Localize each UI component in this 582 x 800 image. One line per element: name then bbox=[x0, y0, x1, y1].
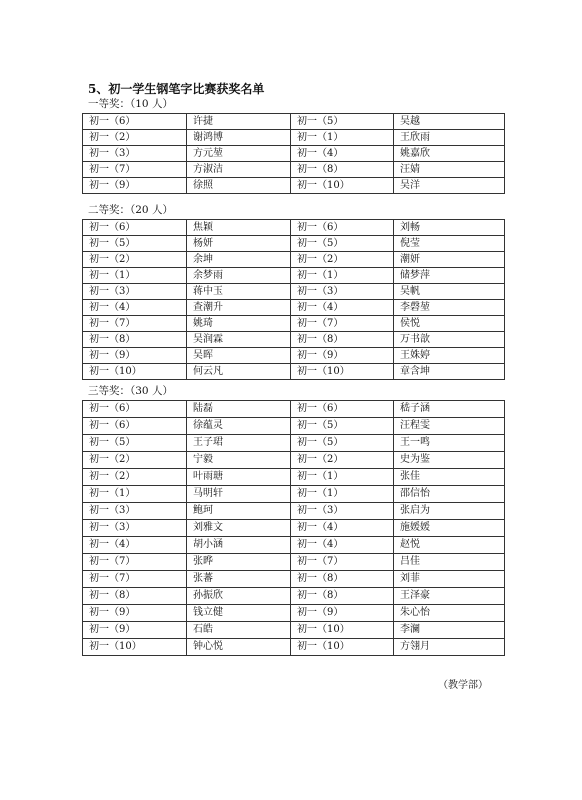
table-row bbox=[83, 571, 505, 588]
class-cell: 初一（2） bbox=[83, 130, 187, 146]
class-cell: 初一（2） bbox=[83, 252, 187, 268]
class-cell: 初一（6） bbox=[83, 418, 187, 435]
name-cell: 吴晖 bbox=[187, 348, 291, 364]
name-cell: 陆磊 bbox=[187, 401, 291, 418]
name-cell: 方翎月 bbox=[394, 639, 505, 656]
class-cell: 初一（10） bbox=[291, 622, 394, 639]
class-cell: 初一（6） bbox=[83, 114, 187, 130]
name-cell: 叶雨瑭 bbox=[187, 469, 291, 486]
class-cell: 初一（8） bbox=[291, 588, 394, 605]
table-row bbox=[83, 236, 505, 252]
first-prize-table bbox=[82, 113, 505, 194]
name-cell: 施媛媛 bbox=[394, 520, 505, 537]
name-cell: 吴越 bbox=[394, 114, 505, 130]
name-cell: 姚琦 bbox=[187, 316, 291, 332]
class-cell: 初一（7） bbox=[83, 162, 187, 178]
name-cell: 谢鸿博 bbox=[187, 130, 291, 146]
table-row bbox=[83, 300, 505, 316]
class-cell: 初一（3） bbox=[83, 146, 187, 162]
class-cell: 初一（2） bbox=[83, 452, 187, 469]
class-cell: 初一（8） bbox=[83, 332, 187, 348]
name-cell: 王姝婷 bbox=[394, 348, 505, 364]
name-cell: 刘菲 bbox=[394, 571, 505, 588]
class-cell: 初一（1） bbox=[83, 486, 187, 503]
class-cell: 初一（4） bbox=[291, 146, 394, 162]
class-cell: 初一（4） bbox=[291, 537, 394, 554]
class-cell: 初一（5） bbox=[83, 236, 187, 252]
class-cell: 初一（10） bbox=[291, 639, 394, 656]
class-cell: 初一（9） bbox=[83, 622, 187, 639]
class-cell: 初一（3） bbox=[291, 503, 394, 520]
name-cell: 侯悦 bbox=[394, 316, 505, 332]
class-cell: 初一（1） bbox=[291, 130, 394, 146]
name-cell: 汪婧 bbox=[394, 162, 505, 178]
name-cell: 杨妍 bbox=[187, 236, 291, 252]
class-cell: 初一（8） bbox=[291, 162, 394, 178]
name-cell: 吴帆 bbox=[394, 284, 505, 300]
table-row bbox=[83, 146, 505, 162]
class-cell: 初一（5） bbox=[291, 418, 394, 435]
class-cell: 初一（5） bbox=[291, 435, 394, 452]
class-cell: 初一（4） bbox=[83, 537, 187, 554]
class-cell: 初一（5） bbox=[291, 236, 394, 252]
class-cell: 初一（3） bbox=[83, 520, 187, 537]
class-cell: 初一（7） bbox=[83, 554, 187, 571]
name-cell: 张佳 bbox=[394, 469, 505, 486]
table-row bbox=[83, 554, 505, 571]
name-cell: 朱心怡 bbox=[394, 605, 505, 622]
class-cell: 初一（2） bbox=[83, 469, 187, 486]
name-cell: 倪莹 bbox=[394, 236, 505, 252]
table-row bbox=[83, 252, 505, 268]
table-row bbox=[83, 364, 505, 380]
name-cell: 许捷 bbox=[187, 114, 291, 130]
class-cell: 初一（1） bbox=[291, 268, 394, 284]
class-cell: 初一（1） bbox=[83, 268, 187, 284]
page-title: 5、初一学生钢笔字比赛获奖名单 bbox=[88, 82, 265, 96]
class-cell: 初一（2） bbox=[291, 452, 394, 469]
name-cell: 徐照 bbox=[187, 178, 291, 194]
class-cell: 初一（3） bbox=[291, 284, 394, 300]
name-cell: 焦颖 bbox=[187, 220, 291, 236]
table-row bbox=[83, 162, 505, 178]
name-cell: 查潮升 bbox=[187, 300, 291, 316]
class-cell: 初一（8） bbox=[83, 588, 187, 605]
name-cell: 章含坤 bbox=[394, 364, 505, 380]
class-cell: 初一（7） bbox=[83, 571, 187, 588]
class-cell: 初一（6） bbox=[83, 220, 187, 236]
table-row bbox=[83, 639, 505, 656]
name-cell: 宁毅 bbox=[187, 452, 291, 469]
name-cell: 张晔 bbox=[187, 554, 291, 571]
name-cell: 钱立健 bbox=[187, 605, 291, 622]
third-prize-table bbox=[82, 400, 505, 656]
name-cell: 李磬堃 bbox=[394, 300, 505, 316]
table-row bbox=[83, 130, 505, 146]
name-cell: 石皓 bbox=[187, 622, 291, 639]
name-cell: 胡小涵 bbox=[187, 537, 291, 554]
name-cell: 钟心悦 bbox=[187, 639, 291, 656]
name-cell: 余坤 bbox=[187, 252, 291, 268]
name-cell: 张蕃 bbox=[187, 571, 291, 588]
name-cell: 孙振欣 bbox=[187, 588, 291, 605]
class-cell: 初一（1） bbox=[291, 486, 394, 503]
table-row bbox=[83, 486, 505, 503]
table-row bbox=[83, 537, 505, 554]
class-cell: 初一（7） bbox=[291, 316, 394, 332]
third-prize-label: 三等奖：（30 人） bbox=[88, 385, 173, 397]
class-cell: 初一（9） bbox=[291, 348, 394, 364]
second-prize-label: 二等奖：（20 人） bbox=[88, 204, 173, 216]
table-row bbox=[83, 332, 505, 348]
table-row bbox=[83, 268, 505, 284]
name-cell: 余梦雨 bbox=[187, 268, 291, 284]
class-cell: 初一（5） bbox=[83, 435, 187, 452]
table-row bbox=[83, 114, 505, 130]
table-row bbox=[83, 178, 505, 194]
name-cell: 王一鸣 bbox=[394, 435, 505, 452]
table-row bbox=[83, 316, 505, 332]
class-cell: 初一（9） bbox=[291, 605, 394, 622]
class-cell: 初一（9） bbox=[83, 605, 187, 622]
name-cell: 汪程雯 bbox=[394, 418, 505, 435]
class-cell: 初一（4） bbox=[291, 520, 394, 537]
class-cell: 初一（7） bbox=[291, 554, 394, 571]
class-cell: 初一（10） bbox=[83, 639, 187, 656]
name-cell: 徐蕴灵 bbox=[187, 418, 291, 435]
table-row bbox=[83, 452, 505, 469]
name-cell: 鲍珂 bbox=[187, 503, 291, 520]
name-cell: 姚嘉欣 bbox=[394, 146, 505, 162]
footer-signature: （教学部） bbox=[438, 680, 488, 691]
table-row bbox=[83, 605, 505, 622]
name-cell: 史为鉴 bbox=[394, 452, 505, 469]
class-cell: 初一（6） bbox=[83, 401, 187, 418]
first-prize-label: 一等奖：（10 人） bbox=[88, 98, 173, 110]
class-cell: 初一（3） bbox=[83, 503, 187, 520]
table-row bbox=[83, 220, 505, 236]
class-cell: 初一（3） bbox=[83, 284, 187, 300]
class-cell: 初一（2） bbox=[291, 252, 394, 268]
class-cell: 初一（8） bbox=[291, 332, 394, 348]
name-cell: 方元堃 bbox=[187, 146, 291, 162]
table-row bbox=[83, 284, 505, 300]
table-row bbox=[83, 401, 505, 418]
name-cell: 赵悦 bbox=[394, 537, 505, 554]
class-cell: 初一（4） bbox=[83, 300, 187, 316]
table-row bbox=[83, 520, 505, 537]
name-cell: 王泽豪 bbox=[394, 588, 505, 605]
name-cell: 嵇子涵 bbox=[394, 401, 505, 418]
name-cell: 马明轩 bbox=[187, 486, 291, 503]
name-cell: 吴洋 bbox=[394, 178, 505, 194]
table-row bbox=[83, 622, 505, 639]
name-cell: 吕佳 bbox=[394, 554, 505, 571]
second-prize-table bbox=[82, 219, 505, 380]
name-cell: 方淑洁 bbox=[187, 162, 291, 178]
table-row bbox=[83, 418, 505, 435]
class-cell: 初一（10） bbox=[291, 364, 394, 380]
name-cell: 王子珺 bbox=[187, 435, 291, 452]
class-cell: 初一（5） bbox=[291, 114, 394, 130]
class-cell: 初一（1） bbox=[291, 469, 394, 486]
name-cell: 储梦萍 bbox=[394, 268, 505, 284]
name-cell: 张启为 bbox=[394, 503, 505, 520]
name-cell: 吴润霖 bbox=[187, 332, 291, 348]
class-cell: 初一（8） bbox=[291, 571, 394, 588]
table-row bbox=[83, 469, 505, 486]
table-row bbox=[83, 503, 505, 520]
name-cell: 刘雅文 bbox=[187, 520, 291, 537]
name-cell: 李澜 bbox=[394, 622, 505, 639]
class-cell: 初一（9） bbox=[83, 348, 187, 364]
name-cell: 蒋中玉 bbox=[187, 284, 291, 300]
table-row bbox=[83, 588, 505, 605]
class-cell: 初一（10） bbox=[83, 364, 187, 380]
name-cell: 何云凡 bbox=[187, 364, 291, 380]
name-cell: 邵信怡 bbox=[394, 486, 505, 503]
class-cell: 初一（6） bbox=[291, 401, 394, 418]
class-cell: 初一（9） bbox=[83, 178, 187, 194]
class-cell: 初一（4） bbox=[291, 300, 394, 316]
table-row bbox=[83, 348, 505, 364]
name-cell: 万书歆 bbox=[394, 332, 505, 348]
class-cell: 初一（7） bbox=[83, 316, 187, 332]
class-cell: 初一（10） bbox=[291, 178, 394, 194]
name-cell: 潮妍 bbox=[394, 252, 505, 268]
class-cell: 初一（6） bbox=[291, 220, 394, 236]
name-cell: 刘畅 bbox=[394, 220, 505, 236]
name-cell: 王欣雨 bbox=[394, 130, 505, 146]
table-row bbox=[83, 435, 505, 452]
